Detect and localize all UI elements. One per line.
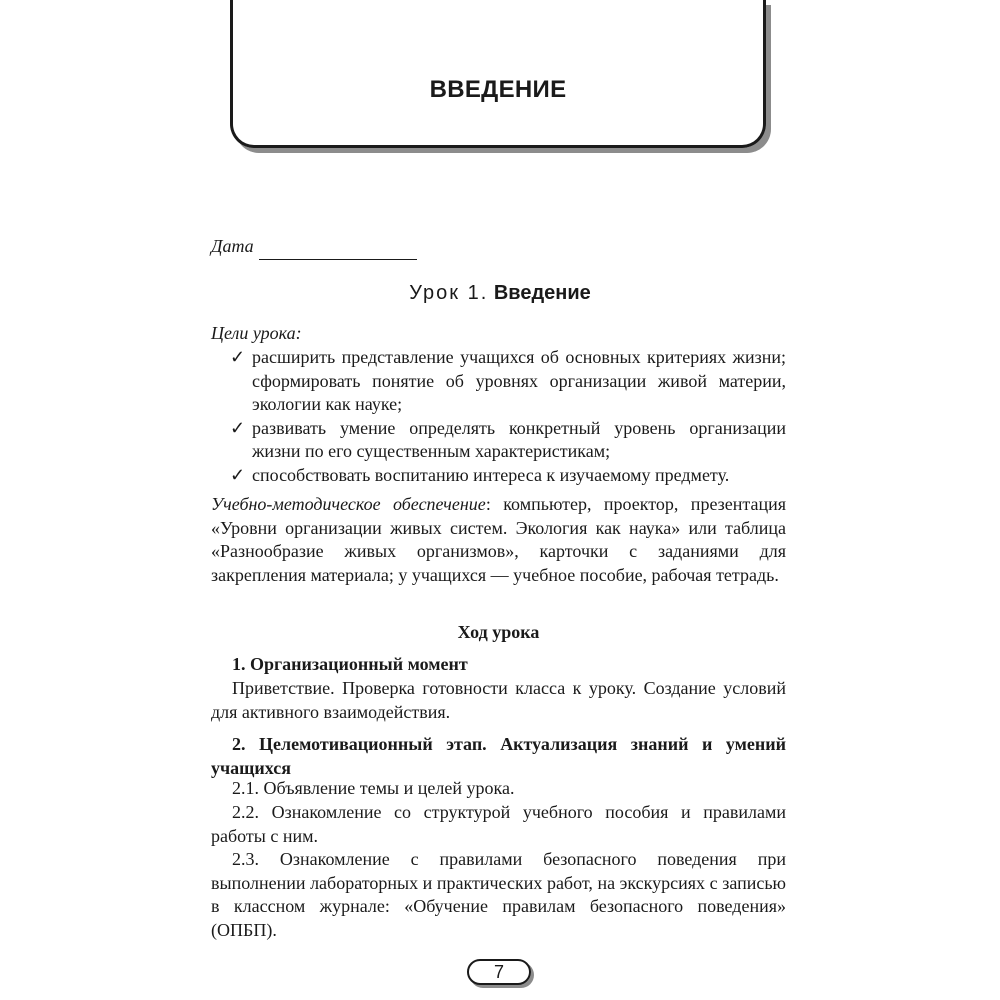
goal-text: развивать умение определять конкретный уровень организации жизни по его существенным характеристикам;: [252, 417, 786, 461]
stage1-text: Приветствие. Проверка готовности класса к уроку. Создание условий для активного взаимодействия.: [211, 678, 786, 722]
stage2-heading: 2. Целемотивационный этап. Актуализация знаний и умений учащихся: [211, 734, 786, 778]
list-item: [230, 417, 786, 464]
stage1-heading: 1. Организационный момент: [232, 654, 468, 674]
date-label: Дата: [211, 236, 254, 256]
stage2-item2: 2.2. Ознакомление со структурой учебного пособия и правилами работы с ним.: [211, 802, 786, 846]
goal-text: способствовать воспитанию интереса к изучаемому предмету.: [252, 464, 730, 485]
stage2-item1: 2.1. Объявление темы и целей урока.: [232, 778, 515, 798]
date-line: [259, 259, 417, 260]
list-item: [230, 464, 786, 488]
lesson-heading: [211, 282, 789, 305]
lesson-title: Введение: [493, 282, 591, 304]
check-icon: ✓: [230, 347, 246, 367]
stage2-item3: 2.3. Ознакомление с правилами безопасного поведения при выполнении лабораторных и практических работ, на экскурсиях с записью в классном журнале: «Обучение правилам безопасного поведения» (ОПБП).: [211, 849, 786, 940]
goals-label: Цели урока:: [211, 323, 302, 343]
check-icon: ✓: [230, 464, 246, 485]
goal-text: расширить представление учащихся об основных критериях жизни; сформировать понятие об уровнях организации живой материи, экологии как науке;: [252, 347, 786, 414]
support-label: Учебно-методическое обеспечение: [211, 494, 486, 514]
chapter-title: ВВЕДЕНИЕ: [429, 76, 567, 103]
goals-list: [230, 346, 786, 487]
lesson-number: Урок 1.: [409, 282, 489, 304]
support-paragraph: [211, 493, 786, 587]
check-icon: ✓: [230, 417, 246, 438]
support-text: : компьютер, проектор, презентация «Уровни организации живых систем. Экология как наука» или таблица «Разнообразие живых организмов», карточки с заданиями для закрепления материала; у учащихся — учебное пособие, рабочая тетрадь.: [211, 494, 787, 585]
chapter-header-box: [230, 0, 766, 148]
page-number: 7: [467, 959, 531, 985]
list-item: [230, 346, 786, 417]
lesson-flow-title: Ход урока: [457, 622, 540, 642]
